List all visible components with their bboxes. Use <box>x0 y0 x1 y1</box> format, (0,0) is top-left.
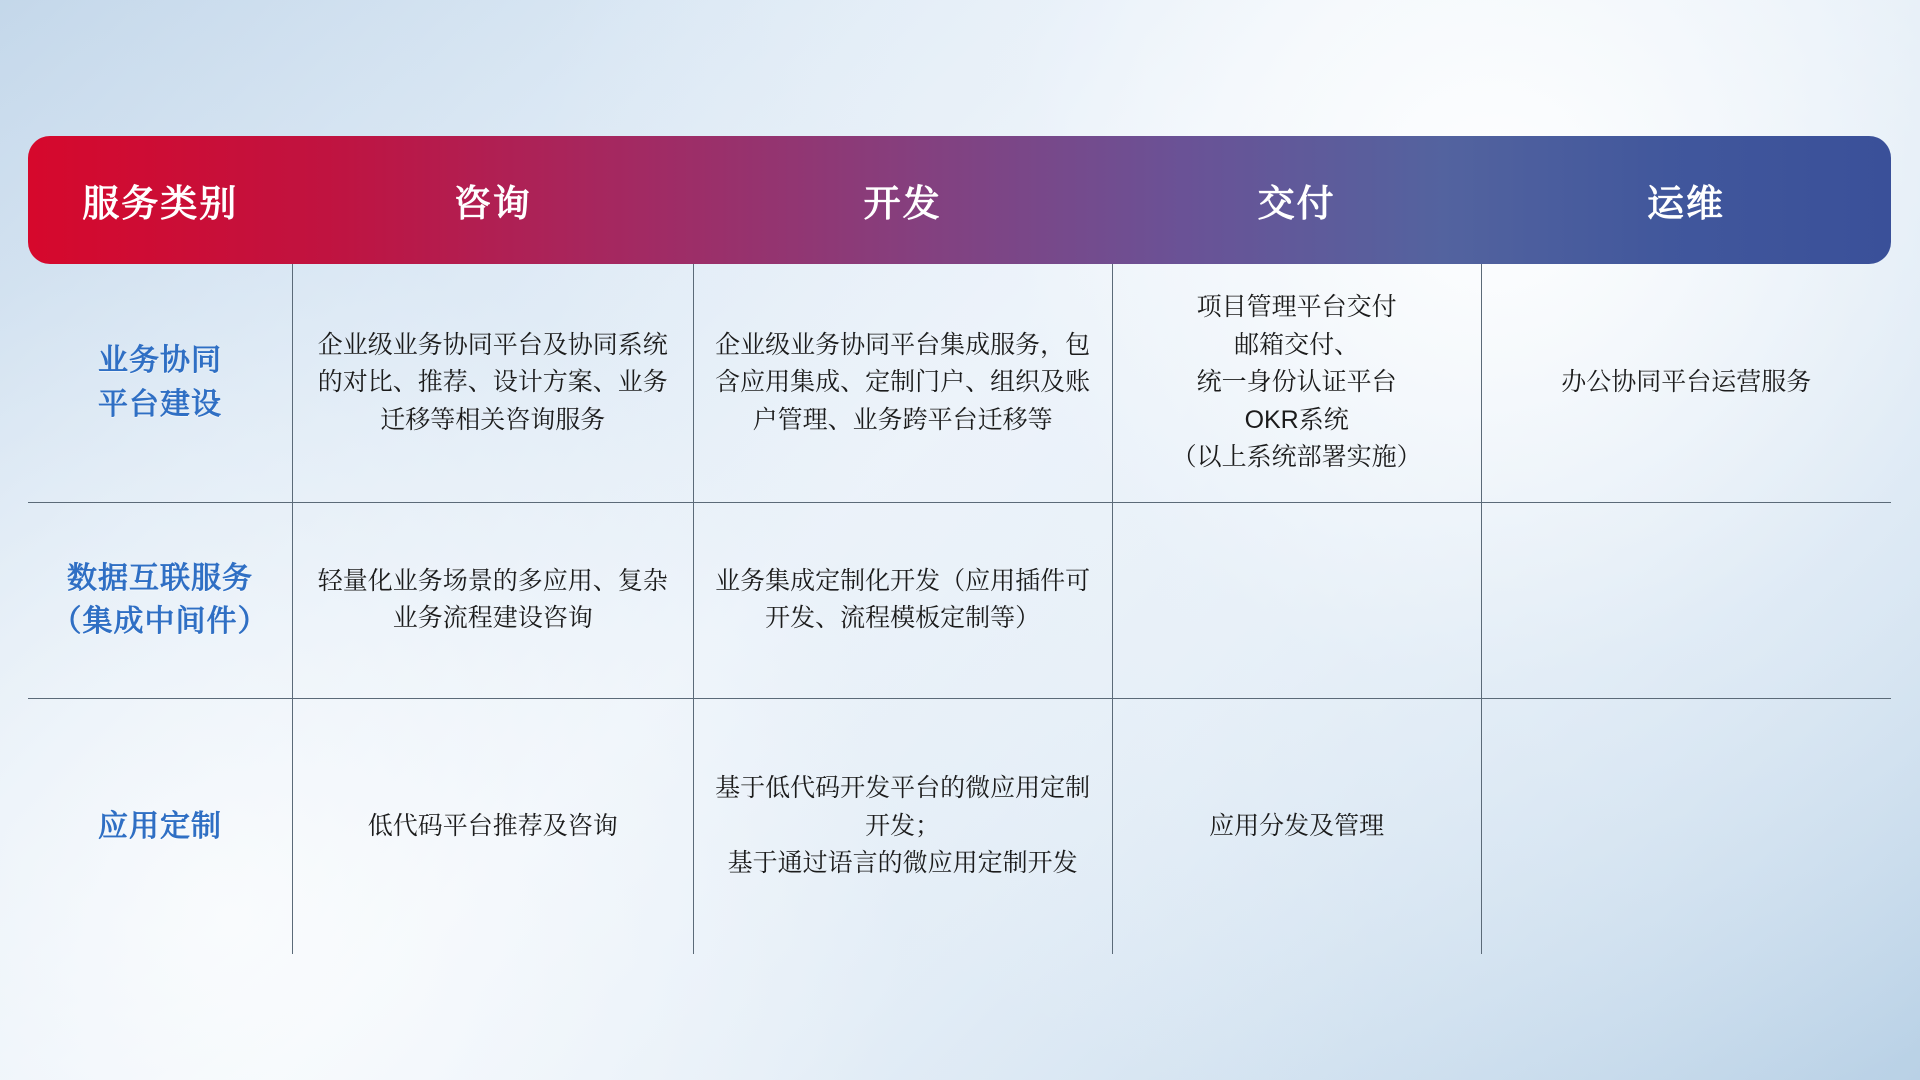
cell-delivery-row3: 应用分发及管理 <box>1112 698 1481 954</box>
row-category-data-integration: 数据互联服务 （集成中间件） <box>28 502 293 698</box>
table-header <box>28 136 1891 264</box>
column-header-development: 开发 <box>863 183 942 224</box>
row-category-app-customization: 应用定制 <box>28 698 293 954</box>
cell-operations-row1: 办公协同平台运营服务 <box>1481 264 1891 502</box>
cell-consulting-row1: 企业级业务协同平台及协同系统的对比、推荐、设计方案、业务迁移等相关咨询服务 <box>293 264 694 502</box>
column-header-operations: 运维 <box>1647 183 1726 224</box>
service-matrix <box>28 136 1891 954</box>
column-header-delivery: 交付 <box>1257 183 1336 224</box>
column-header-category: 服务类别 <box>82 183 239 224</box>
table-row <box>28 502 1891 698</box>
cell-development-row2: 业务集成定制化开发（应用插件可开发、流程模板定制等） <box>693 502 1112 698</box>
cell-operations-row3 <box>1481 698 1891 954</box>
table-row <box>28 698 1891 954</box>
row-category-business-collaboration: 业务协同 平台建设 <box>28 264 293 502</box>
column-header-consulting: 咨询 <box>453 183 532 224</box>
cell-delivery-row2 <box>1112 502 1481 698</box>
header-row <box>28 136 1891 264</box>
cell-operations-row2 <box>1481 502 1891 698</box>
cell-delivery-row1: 项目管理平台交付 邮箱交付、 统一身份认证平台 OKR系统 （以上系统部署实施） <box>1112 264 1481 502</box>
table-row <box>28 264 1891 502</box>
cell-development-row3: 基于低代码开发平台的微应用定制开发； 基于通过语言的微应用定制开发 <box>693 698 1112 954</box>
cell-consulting-row2: 轻量化业务场景的多应用、复杂业务流程建设咨询 <box>293 502 694 698</box>
table-body <box>28 264 1891 954</box>
cell-development-row1: 企业级业务协同平台集成服务，包含应用集成、定制门户、组织及账户管理、业务跨平台迁移等 <box>693 264 1112 502</box>
service-matrix-table <box>28 136 1891 954</box>
cell-consulting-row3: 低代码平台推荐及咨询 <box>293 698 694 954</box>
